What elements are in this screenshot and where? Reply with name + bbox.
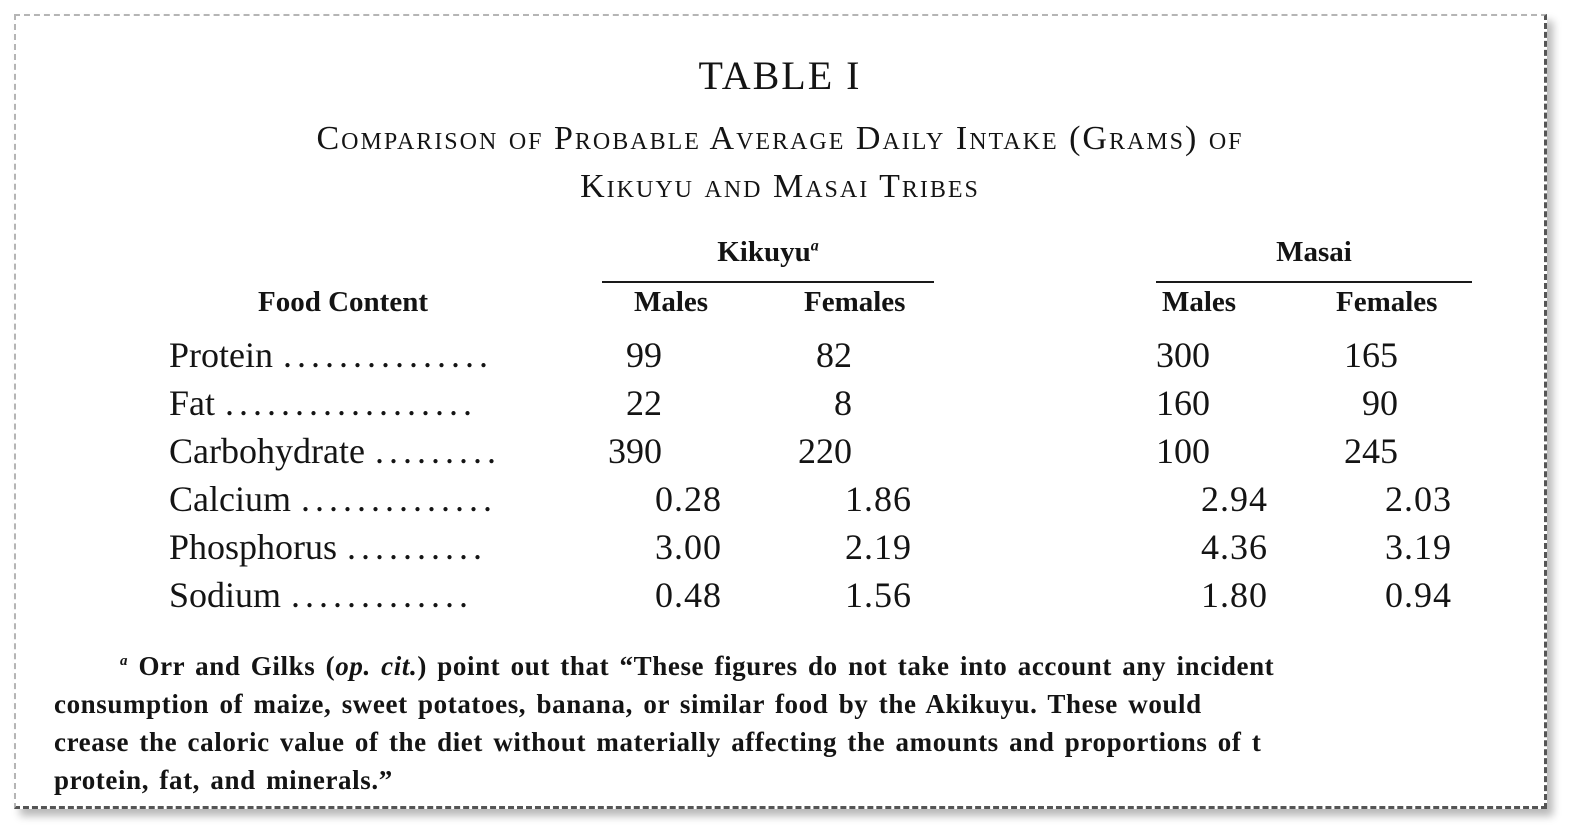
cell-masai-females: 165 xyxy=(1344,335,1398,375)
cell-masai-females: 0.94 xyxy=(1385,575,1452,615)
cell-kikuyu-males: 99 xyxy=(626,335,662,375)
cell-kikuyu-males: 390 xyxy=(608,431,662,471)
cell-kikuyu-males: 0.48 xyxy=(655,575,722,615)
footnote-line-4: protein, fat, and minerals.” xyxy=(54,765,393,795)
footnote-marker: a xyxy=(810,237,819,255)
table-footnote xyxy=(54,642,1534,799)
table-subtitle-line-1: Comparison of Probable Average Daily Intake (Grams) of xyxy=(316,120,1244,157)
row-label xyxy=(169,430,585,472)
row-label xyxy=(169,478,585,520)
row-label xyxy=(169,574,585,616)
cell-masai-females: 245 xyxy=(1344,431,1398,471)
column-header-masai-males: Males xyxy=(1162,286,1237,318)
group-header-kikuyu xyxy=(602,236,934,283)
row-label-text: Fat xyxy=(169,383,216,423)
cell-masai-females: 90 xyxy=(1362,383,1398,423)
table-row-carbohydrate xyxy=(16,430,1544,478)
cell-masai-males: 100 xyxy=(1156,431,1210,471)
cell-kikuyu-females: 1.86 xyxy=(845,479,912,519)
table-subtitle-line-2: Kikuyu and Masai Tribes xyxy=(580,168,980,205)
table-row-fat xyxy=(16,382,1544,430)
footnote-text-b: ) point out that “These figures do not take into account any incident xyxy=(417,651,1275,681)
table-title: TABLE I xyxy=(698,53,862,98)
leader-dots: .................. xyxy=(225,383,478,423)
cell-masai-males: 2.94 xyxy=(1201,479,1268,519)
cell-kikuyu-females: 2.19 xyxy=(845,527,912,567)
cell-kikuyu-males: 3.00 xyxy=(655,527,722,567)
cell-masai-females: 2.03 xyxy=(1385,479,1452,519)
footnote-line-3: crease the caloric value of the diet without materially affecting the amounts and proportions of t xyxy=(54,727,1262,757)
row-label xyxy=(169,382,585,424)
group-header-masai xyxy=(1156,236,1472,283)
footnote-text-a: Orr and Gilks ( xyxy=(138,651,336,681)
column-header-masai-females: Females xyxy=(1336,286,1438,318)
leader-dots: ............. xyxy=(291,575,474,615)
footnote-line-2: consumption of maize, sweet potatoes, banana, or similar food by the Akikuyu. These would xyxy=(54,689,1202,719)
cell-kikuyu-females: 82 xyxy=(816,335,852,375)
table-row-calcium xyxy=(16,478,1544,526)
table-row-protein xyxy=(16,334,1544,382)
group-name-kikuyu: Kikuyu xyxy=(717,236,811,268)
row-label-text: Carbohydrate xyxy=(169,431,365,471)
leader-dots: .......... xyxy=(347,527,488,567)
group-name-masai: Masai xyxy=(1276,236,1352,268)
row-label-text: Sodium xyxy=(169,575,282,615)
table-row-phosphorus xyxy=(16,526,1544,574)
leader-dots: ............... xyxy=(283,335,493,375)
leader-dots: .............. xyxy=(300,479,497,519)
cell-kikuyu-females: 220 xyxy=(798,431,852,471)
cell-kikuyu-females: 8 xyxy=(834,383,852,423)
column-header-kikuyu-females: Females xyxy=(804,286,906,318)
footnote-line-1 xyxy=(54,642,1547,685)
document-page xyxy=(14,14,1547,809)
cell-kikuyu-males: 22 xyxy=(626,383,662,423)
cell-masai-females: 3.19 xyxy=(1385,527,1452,567)
table-row-sodium xyxy=(16,574,1544,622)
cell-masai-males: 160 xyxy=(1156,383,1210,423)
cell-kikuyu-females: 1.56 xyxy=(845,575,912,615)
row-label xyxy=(169,526,585,568)
row-label-text: Protein xyxy=(169,335,273,375)
row-label-text: Phosphorus xyxy=(169,527,338,567)
cell-masai-males: 300 xyxy=(1156,335,1210,375)
column-header-food-content: Food Content xyxy=(258,286,428,318)
column-header-kikuyu-males: Males xyxy=(634,286,709,318)
cell-masai-males: 1.80 xyxy=(1201,575,1268,615)
footnote-mark: a xyxy=(120,653,129,669)
leader-dots: ......... xyxy=(374,431,501,471)
cell-masai-males: 4.36 xyxy=(1201,527,1268,567)
row-label-text: Calcium xyxy=(169,479,291,519)
cell-kikuyu-males: 0.28 xyxy=(655,479,722,519)
row-label xyxy=(169,334,585,376)
footnote-citation: op. cit. xyxy=(335,651,418,681)
